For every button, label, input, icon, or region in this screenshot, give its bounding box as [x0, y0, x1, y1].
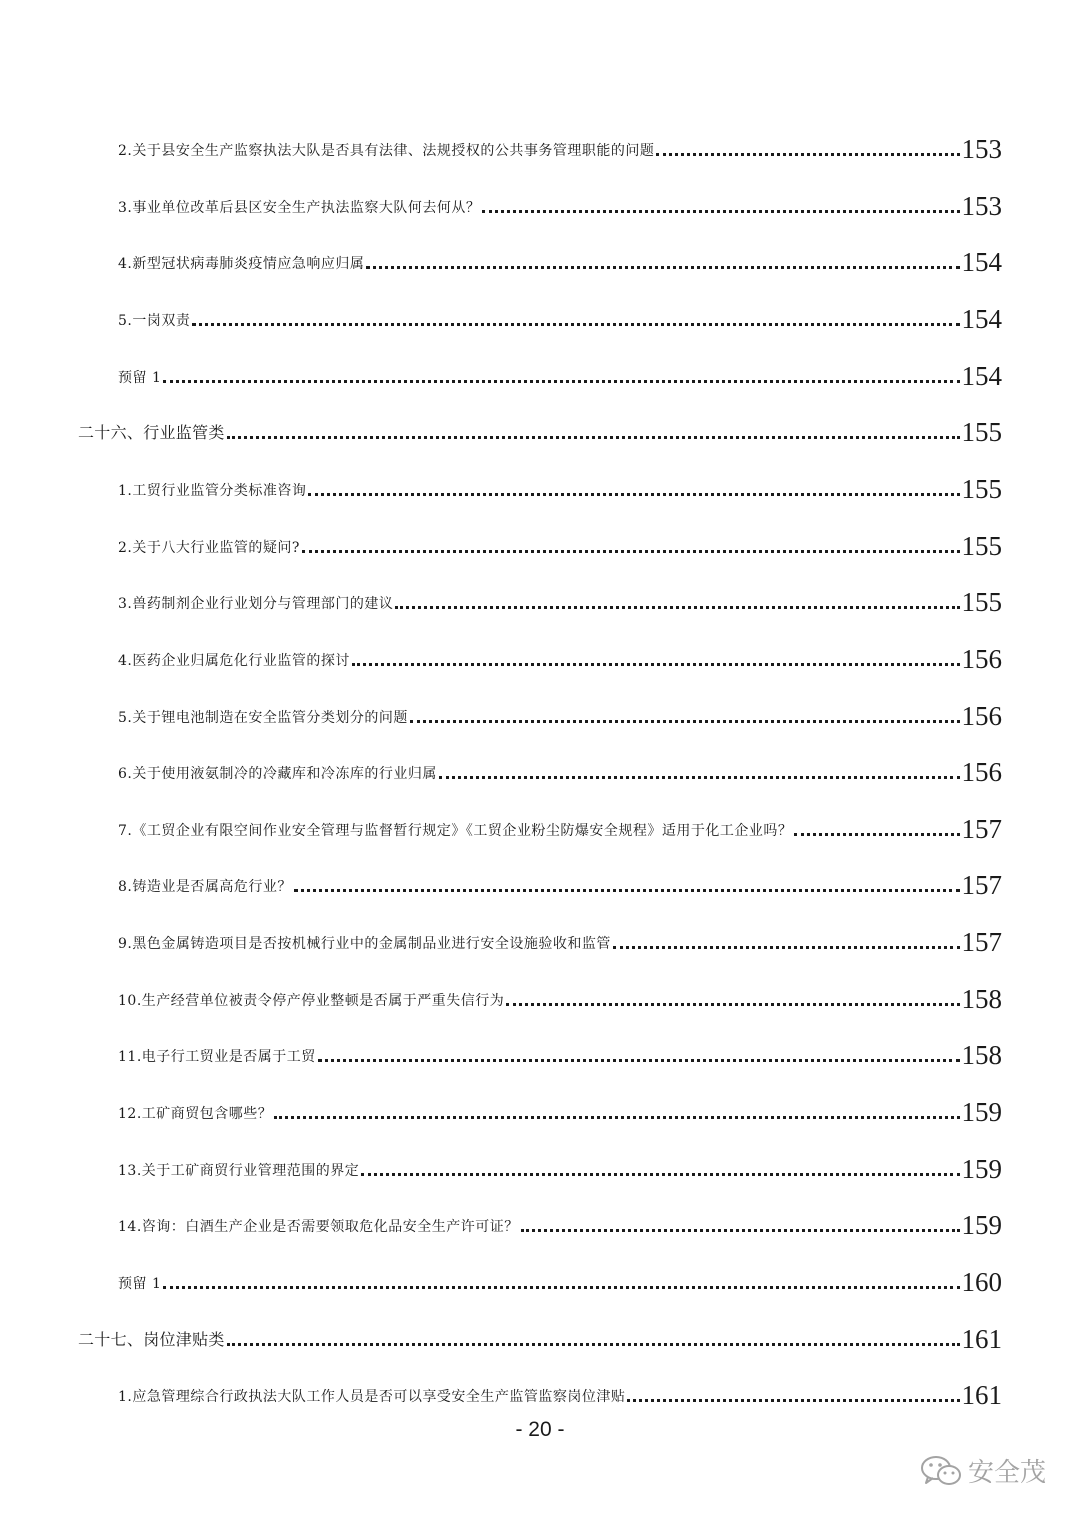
toc-entry[interactable] — [118, 917, 1002, 957]
toc-page-number: 155 — [961, 587, 1002, 618]
toc-dot-leader — [163, 380, 959, 383]
toc-entry-title: 二十七、岗位津贴类 — [78, 1329, 225, 1349]
toc-page-number: 159 — [961, 1153, 1002, 1184]
toc-page-number: 159 — [961, 1097, 1002, 1128]
toc-dot-leader — [274, 1116, 959, 1119]
toc-entry-title: 4.新型冠状病毒肺炎疫情应急响应归属 — [118, 256, 365, 273]
toc-entry-title: 6.关于使用液氨制冷的冷藏库和冷冻库的行业归属 — [118, 766, 437, 783]
toc-page-number: 161 — [961, 1380, 1002, 1411]
toc-entry[interactable] — [118, 1144, 1002, 1184]
toc-entry[interactable] — [118, 464, 1002, 504]
toc-dot-leader — [627, 1399, 959, 1402]
toc-entry-title: 1.应急管理综合行政执法大队工作人员是否可以享受安全生产监管监察岗位津贴 — [118, 1389, 626, 1406]
toc-entry-title: 4.医药企业归属危化行业监管的探讨 — [118, 652, 350, 669]
toc-entry[interactable] — [118, 237, 1002, 277]
toc-dot-leader — [613, 946, 960, 949]
toc-dot-leader — [656, 153, 959, 156]
toc-entry[interactable] — [118, 747, 1002, 787]
toc-page-number: 155 — [961, 530, 1002, 561]
toc-entry-title: 预留 1 — [118, 1276, 162, 1292]
toc-entry-title: 12.工矿商贸包含哪些？ — [118, 1106, 273, 1123]
toc-entry[interactable] — [118, 691, 1002, 731]
toc-entry[interactable] — [118, 294, 1002, 334]
toc-entry[interactable] — [118, 1200, 1002, 1240]
toc-entry[interactable] — [118, 521, 1002, 561]
toc-dot-leader — [163, 1286, 959, 1289]
toc-page-number: 155 — [961, 473, 1002, 504]
toc-page-number: 155 — [961, 417, 1002, 448]
toc-dot-leader — [302, 550, 960, 553]
toc-entry[interactable] — [118, 1257, 1002, 1297]
toc-entry[interactable] — [118, 804, 1002, 844]
toc-dot-leader — [506, 1003, 959, 1006]
toc-dot-leader — [395, 606, 959, 609]
toc-entry-title: 3.兽药制剂企业行业划分与管理部门的建议 — [118, 596, 394, 613]
toc-entry-title: 1.工贸行业监管分类标准咨询 — [118, 482, 307, 499]
toc-entry-title: 7.《工贸企业有限空间作业安全管理与监督暂行规定》《工贸企业粉尘防爆安全规程》适用于化工企业吗？ — [118, 822, 793, 839]
watermark — [920, 1452, 1046, 1489]
toc-page-number: 157 — [961, 870, 1002, 901]
toc-entry-title: 预留 1 — [118, 369, 162, 386]
toc-page-number: 154 — [961, 360, 1002, 391]
toc-entry[interactable] — [118, 351, 1002, 391]
toc-entry[interactable] — [118, 860, 1002, 900]
toc-entry[interactable] — [118, 1030, 1002, 1070]
toc-page-number: 159 — [961, 1210, 1002, 1241]
toc-entry-title: 5.一岗双责 — [118, 312, 191, 329]
toc-page-number: 158 — [961, 1040, 1002, 1071]
toc-entry-title: 5.关于锂电池制造在安全监管分类划分的问题 — [118, 709, 408, 726]
toc-page-number: 160 — [961, 1267, 1002, 1297]
toc-entry-title: 13.关于工矿商贸行业管理范围的界定 — [118, 1162, 360, 1179]
toc-dot-leader — [361, 1173, 959, 1176]
toc-section-entry[interactable] — [78, 1314, 1002, 1354]
toc-entry-title: 8.铸造业是否属高危行业？ — [118, 879, 292, 896]
watermark-text: 安全茂 — [967, 1458, 1046, 1488]
toc-entry[interactable] — [118, 1370, 1002, 1410]
toc-page-number: 153 — [961, 190, 1002, 221]
toc-dot-leader — [227, 436, 960, 439]
toc-entry-title: 二十六、行业监管类 — [78, 423, 225, 443]
toc-dot-leader — [308, 493, 959, 496]
toc-entry-title: 9.黑色金属铸造项目是否按机械行业中的金属制品业进行安全设施验收和监管 — [118, 936, 611, 953]
toc-dot-leader — [227, 1343, 960, 1346]
toc-page-number: 156 — [961, 700, 1002, 731]
toc-dot-leader — [366, 266, 959, 269]
wechat-icon — [920, 1454, 962, 1488]
page-number: - 20 - — [515, 1418, 565, 1441]
toc-dot-leader — [294, 889, 960, 892]
toc-entry-title: 14.咨询：白酒生产企业是否需要领取危化品安全生产许可证？ — [118, 1219, 519, 1236]
toc-dot-leader — [794, 833, 959, 836]
toc-page-number: 154 — [961, 303, 1002, 334]
toc-page-number: 157 — [961, 813, 1002, 844]
toc-entry-title: 2.关于八大行业监管的疑问? — [118, 539, 300, 556]
toc-dot-leader — [482, 210, 959, 213]
toc-entry[interactable] — [118, 1087, 1002, 1127]
toc-entry-title: 10.生产经营单位被责令停产停业整顿是否属于严重失信行为 — [118, 992, 505, 1009]
toc-entry[interactable] — [118, 974, 1002, 1014]
toc-entry[interactable] — [118, 181, 1002, 221]
toc-page-number: 153 — [961, 134, 1002, 164]
toc-entry[interactable] — [118, 577, 1002, 617]
toc-entry-title: 11.电子行工贸业是否属于工贸 — [118, 1049, 316, 1066]
toc-page-number: 161 — [961, 1323, 1002, 1354]
toc-entry-title: 2.关于县安全生产监察执法大队是否具有法律、法规授权的公共事务管理职能的问题 — [118, 143, 655, 159]
toc-dot-leader — [318, 1059, 960, 1062]
toc-page-number: 156 — [961, 757, 1002, 788]
toc-dot-leader — [439, 776, 960, 779]
toc-page-number: 154 — [961, 247, 1002, 278]
toc-entry[interactable] — [118, 124, 1002, 164]
toc-page-number: 158 — [961, 983, 1002, 1014]
toc-dot-leader — [521, 1229, 960, 1232]
toc-dot-leader — [352, 663, 960, 666]
toc-page-number: 157 — [961, 927, 1002, 958]
toc-dot-leader — [192, 323, 959, 326]
toc-page-number: 156 — [961, 643, 1002, 674]
toc-entry-title: 3.事业单位改革后县区安全生产执法监察大队何去何从？ — [118, 199, 481, 216]
toc-dot-leader — [410, 720, 960, 723]
toc-section-entry[interactable] — [78, 407, 1002, 447]
toc-entry[interactable] — [118, 634, 1002, 674]
